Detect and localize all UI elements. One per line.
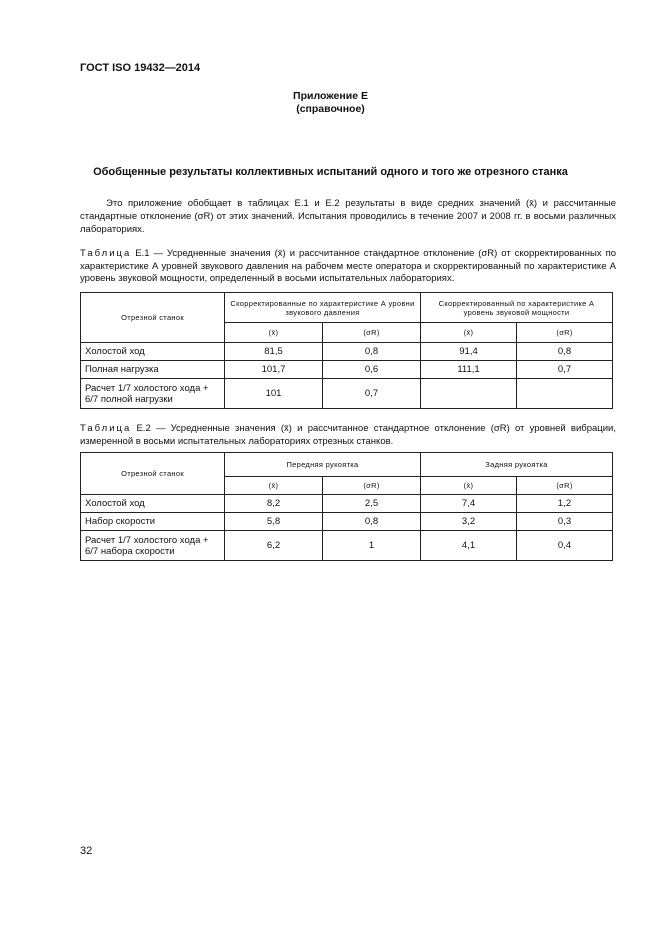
row-label: Холостой ход <box>81 495 225 513</box>
results-table-e1 <box>80 292 613 409</box>
cell-value: 101 <box>225 379 323 409</box>
column-group-sound-pressure: Скорректированные по характеристике А уровни звукового давления <box>225 293 421 323</box>
row-label: Холостой ход <box>81 343 225 361</box>
cell-value: 1,2 <box>517 495 613 513</box>
column-group-rear-handle: Задняя рукоятка <box>421 453 613 477</box>
cell-value: 101,7 <box>225 361 323 379</box>
subheader-mean: (x̄) <box>225 323 323 343</box>
cell-value: 0,4 <box>517 531 613 561</box>
table-row <box>81 495 613 513</box>
subheader-sigma: (σR) <box>323 323 421 343</box>
row-label: Набор скорости <box>81 513 225 531</box>
cell-value: 5,8 <box>225 513 323 531</box>
cell-value: 0,8 <box>323 343 421 361</box>
table2-caption <box>80 423 616 448</box>
cell-value <box>517 379 613 409</box>
table2-caption-prefix: Таблица <box>80 423 132 434</box>
cell-value: 7,4 <box>421 495 517 513</box>
subheader-sigma: (σR) <box>323 477 421 495</box>
subheader-sigma: (σR) <box>517 323 613 343</box>
row-label: Полная нагрузка <box>81 361 225 379</box>
page-title: Обобщенные результаты коллективных испытаний одного и того же отрезного станка <box>93 166 568 178</box>
column-group-front-handle: Передняя рукоятка <box>225 453 421 477</box>
table-header-row <box>81 293 613 323</box>
subheader-sigma: (σR) <box>517 477 613 495</box>
cell-value: 0,3 <box>517 513 613 531</box>
table2-caption-text: Е.2 — Усредненные значения (x̄) и рассчитанное стандартное отклонение (σR) от уровней вибрации, измеренной в восьми испытательных лабораториях отрезных станков. <box>80 423 616 447</box>
column-header-machine: Отрезной станок <box>81 453 225 495</box>
cell-value: 111,1 <box>421 361 517 379</box>
column-group-sound-power: Скорректированный по характеристике А уровень звуковой мощности <box>421 293 613 323</box>
cell-value: 91,4 <box>421 343 517 361</box>
subheader-mean: (x̄) <box>421 323 517 343</box>
cell-value: 8,2 <box>225 495 323 513</box>
cell-value: 0,7 <box>517 361 613 379</box>
annex-title: Приложение Е <box>293 90 368 102</box>
table1-caption-text: Е.1 — Усредненные значения (x̄) и рассчитанное стандартное отклонение (σR) от скорректированных по характеристике А уровней звукового давления на рабочем месте оператора и скорректированный по характеристике А уровень звуковой мощности, определенный в восьми испытательных лабораториях. <box>80 248 616 284</box>
cell-value: 1 <box>323 531 421 561</box>
table1-caption-prefix: Таблица <box>80 248 132 259</box>
annex-subtitle: (справочное) <box>296 103 365 115</box>
results-table-e2 <box>80 452 613 561</box>
table-row <box>81 379 613 409</box>
cell-value: 0,6 <box>323 361 421 379</box>
cell-value: 6,2 <box>225 531 323 561</box>
cell-value: 3,2 <box>421 513 517 531</box>
table-header-row <box>81 453 613 477</box>
cell-value: 4,1 <box>421 531 517 561</box>
table-row <box>81 513 613 531</box>
cell-value <box>421 379 517 409</box>
annex-heading <box>0 90 661 116</box>
cell-value: 2,5 <box>323 495 421 513</box>
page-number: 32 <box>80 845 93 857</box>
table-row <box>81 361 613 379</box>
table1-caption <box>80 248 616 286</box>
row-label: Расчет 1/7 холостого хода + 6/7 полной нагрузки <box>81 379 225 409</box>
column-header-machine: Отрезной станок <box>81 293 225 343</box>
cell-value: 0,8 <box>323 513 421 531</box>
table-row <box>81 343 613 361</box>
subheader-mean: (x̄) <box>421 477 517 495</box>
standard-header: ГОСТ ISO 19432—2014 <box>80 62 201 74</box>
row-label: Расчет 1/7 холостого хода + 6/7 набора скорости <box>81 531 225 561</box>
cell-value: 0,7 <box>323 379 421 409</box>
table-row <box>81 531 613 561</box>
subheader-mean: (x̄) <box>225 477 323 495</box>
cell-value: 0,8 <box>517 343 613 361</box>
intro-paragraph: Это приложение обобщает в таблицах Е.1 и Е.2 результаты в виде средних значений (x̄) и рассчитанные стандартные отклонение (σR) от этих значений. Испытания проводились в течение 2007 и 2008 гг. в восьми различных лабораториях. <box>80 198 616 235</box>
cell-value: 81,5 <box>225 343 323 361</box>
